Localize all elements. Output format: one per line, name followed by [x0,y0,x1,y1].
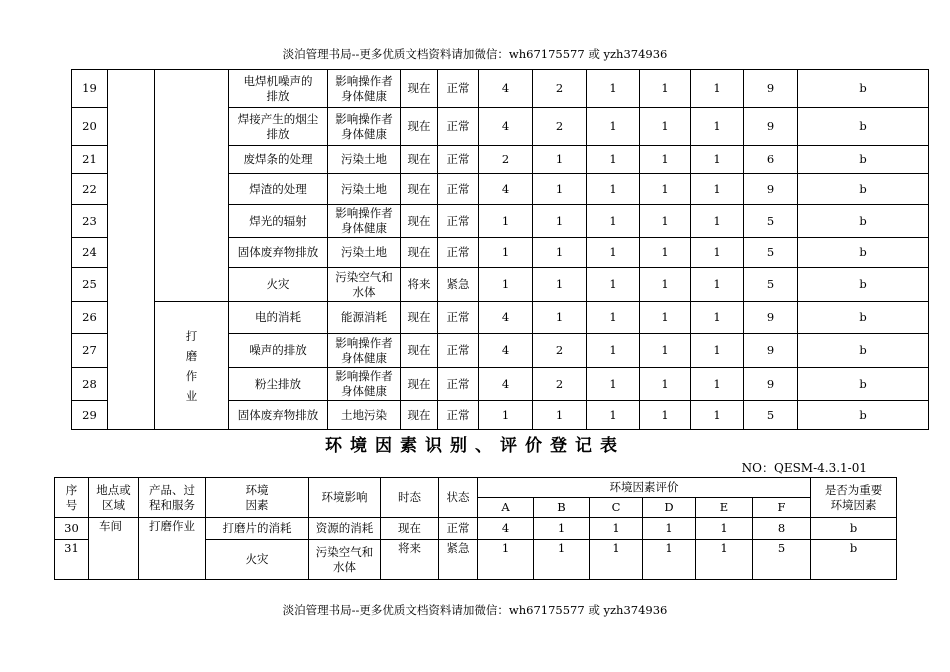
row-number: 24 [72,238,108,268]
score-b: 1 [533,401,587,430]
table-row [72,302,929,334]
score-e: 1 [696,540,753,580]
header-factor: 环境 因素 [206,478,309,518]
state: 正常 [438,174,479,205]
env-factor: 打磨片的消耗 [206,518,309,540]
env-factor: 焊渣的处理 [229,174,328,205]
score-e: 1 [691,401,744,430]
score-a: 4 [479,70,533,108]
tense: 现在 [401,70,438,108]
location-cell [108,70,155,430]
score-f: 8 [753,518,811,540]
important-flag: b [811,540,897,580]
score-b: 1 [533,205,587,238]
score-a: 4 [479,108,533,146]
score-f: 9 [744,108,798,146]
evaluation-table [54,477,897,580]
state: 正常 [438,146,479,174]
score-f: 9 [744,368,798,401]
score-f: 5 [744,238,798,268]
important-flag: b [798,108,929,146]
score-b: 1 [533,268,587,302]
env-impact: 影响操作者 身体健康 [328,70,401,108]
evaluation-table-continued [71,69,929,430]
env-impact: 污染空气和 水体 [328,268,401,302]
score-c: 1 [590,518,643,540]
score-f: 9 [744,302,798,334]
env-factor: 火灾 [206,540,309,580]
row-number: 22 [72,174,108,205]
important-flag: b [798,205,929,238]
env-factor: 焊光的辐射 [229,205,328,238]
state: 正常 [438,368,479,401]
score-c: 1 [587,401,640,430]
important-flag: b [798,268,929,302]
row-number: 30 [55,518,89,540]
env-factor: 噪声的排放 [229,334,328,368]
state: 正常 [438,302,479,334]
score-a: 4 [479,302,533,334]
score-d: 1 [643,540,696,580]
score-b: 1 [534,518,590,540]
score-b: 1 [533,174,587,205]
score-f: 5 [744,205,798,238]
important-flag: b [798,368,929,401]
tense: 现在 [401,238,438,268]
score-b: 2 [533,70,587,108]
score-d: 1 [640,334,691,368]
state: 正常 [438,205,479,238]
header-f: F [753,498,811,518]
row-number: 28 [72,368,108,401]
env-factor: 固体废弃物排放 [229,238,328,268]
header-row [55,478,897,498]
env-impact: 资源的消耗 [309,518,381,540]
table-row [72,70,929,108]
header-c: C [590,498,643,518]
score-f: 9 [744,334,798,368]
tense: 现在 [381,518,439,540]
important-flag: b [798,401,929,430]
tense: 现在 [401,205,438,238]
score-d: 1 [640,268,691,302]
row-number: 25 [72,268,108,302]
score-b: 2 [533,108,587,146]
process-cell-grinding: 打 磨 作 业 [155,302,229,430]
env-impact: 污染空气和 水体 [309,540,381,580]
score-e: 1 [691,174,744,205]
product-cell: 打磨作业 [139,518,206,580]
score-c: 1 [587,368,640,401]
important-flag: b [798,174,929,205]
score-d: 1 [640,108,691,146]
score-f: 5 [744,268,798,302]
score-a: 1 [479,205,533,238]
env-factor: 焊接产生的烟尘 排放 [229,108,328,146]
score-d: 1 [640,302,691,334]
row-number: 20 [72,108,108,146]
row-number: 26 [72,302,108,334]
env-impact: 影响操作者 身体健康 [328,108,401,146]
score-c: 1 [587,205,640,238]
state: 正常 [438,70,479,108]
tense: 现在 [401,108,438,146]
important-flag: b [798,146,929,174]
score-c: 1 [587,334,640,368]
document-number: NO：QESM-4.3.1-01 [741,461,867,475]
score-d: 1 [640,368,691,401]
state: 紧急 [438,268,479,302]
env-factor: 粉尘排放 [229,368,328,401]
score-e: 1 [691,70,744,108]
env-factor: 固体废弃物排放 [229,401,328,430]
env-impact: 影响操作者 身体健康 [328,368,401,401]
score-c: 1 [587,174,640,205]
header-b: B [534,498,590,518]
state: 正常 [439,518,478,540]
tense: 现在 [401,334,438,368]
process-cell-welding [155,70,229,302]
env-impact: 污染土地 [328,238,401,268]
state: 紧急 [439,540,478,580]
score-b: 1 [533,302,587,334]
state: 正常 [438,334,479,368]
tense: 现在 [401,302,438,334]
score-c: 1 [590,540,643,580]
score-a: 4 [479,174,533,205]
score-e: 1 [691,146,744,174]
header-state: 状态 [439,478,478,518]
important-flag: b [798,238,929,268]
score-f: 5 [744,401,798,430]
env-impact: 影响操作者 身体健康 [328,205,401,238]
page-footer: 淡泊管理书局--更多优质文档资料请加微信：wh67175577 或 yzh374936 [282,603,668,617]
score-e: 1 [691,302,744,334]
header-product: 产品、过 程和服务 [139,478,206,518]
score-c: 1 [587,108,640,146]
score-b: 2 [533,334,587,368]
score-b: 1 [534,540,590,580]
header-e: E [696,498,753,518]
score-a: 1 [479,268,533,302]
score-c: 1 [587,238,640,268]
score-e: 1 [691,268,744,302]
row-number: 19 [72,70,108,108]
page-header: 淡泊管理书局--更多优质文档资料请加微信：wh67175577 或 yzh374936 [282,47,668,61]
state: 正常 [438,108,479,146]
important-flag: b [811,518,897,540]
tense: 现在 [401,401,438,430]
header-impact: 环境影响 [309,478,381,518]
score-a: 2 [479,146,533,174]
state: 正常 [438,401,479,430]
important-flag: b [798,334,929,368]
row-number: 29 [72,401,108,430]
score-c: 1 [587,302,640,334]
table-row [55,518,897,540]
env-impact: 土地污染 [328,401,401,430]
header-tense: 时态 [381,478,439,518]
score-d: 1 [640,70,691,108]
env-factor: 电焊机噪声的 排放 [229,70,328,108]
score-e: 1 [691,368,744,401]
header-a: A [478,498,534,518]
row-number: 27 [72,334,108,368]
tense: 现在 [401,368,438,401]
score-c: 1 [587,146,640,174]
score-a: 1 [479,238,533,268]
score-c: 1 [587,268,640,302]
header-no: 序 号 [55,478,89,518]
score-d: 1 [640,205,691,238]
score-e: 1 [691,108,744,146]
tense: 现在 [401,174,438,205]
score-a: 1 [478,540,534,580]
score-e: 1 [691,334,744,368]
tense: 现在 [401,146,438,174]
score-d: 1 [640,401,691,430]
important-flag: b [798,302,929,334]
env-impact: 污染土地 [328,146,401,174]
score-e: 1 [696,518,753,540]
header-evaluation: 环境因素评价 [478,478,811,498]
score-b: 1 [533,238,587,268]
env-factor: 废焊条的处理 [229,146,328,174]
row-number: 23 [72,205,108,238]
location-cell: 车间 [89,518,139,580]
score-f: 6 [744,146,798,174]
env-impact: 污染土地 [328,174,401,205]
score-a: 4 [478,518,534,540]
env-impact: 能源消耗 [328,302,401,334]
score-b: 2 [533,368,587,401]
row-number: 31 [55,540,89,580]
score-d: 1 [640,146,691,174]
form-title: 环境因素识别、评价登记表 [325,436,625,456]
header-important: 是否为重要 环境因素 [811,478,897,518]
score-f: 5 [753,540,811,580]
score-a: 1 [479,401,533,430]
score-d: 1 [640,238,691,268]
env-impact: 影响操作者 身体健康 [328,334,401,368]
header-d: D [643,498,696,518]
score-f: 9 [744,174,798,205]
score-a: 4 [479,368,533,401]
tense: 将来 [381,540,439,580]
important-flag: b [798,70,929,108]
score-f: 9 [744,70,798,108]
score-d: 1 [640,174,691,205]
score-a: 4 [479,334,533,368]
env-factor: 火灾 [229,268,328,302]
score-d: 1 [643,518,696,540]
env-factor: 电的消耗 [229,302,328,334]
score-e: 1 [691,205,744,238]
row-number: 21 [72,146,108,174]
score-b: 1 [533,146,587,174]
score-e: 1 [691,238,744,268]
state: 正常 [438,238,479,268]
header-location: 地点或 区域 [89,478,139,518]
tense: 将来 [401,268,438,302]
score-c: 1 [587,70,640,108]
